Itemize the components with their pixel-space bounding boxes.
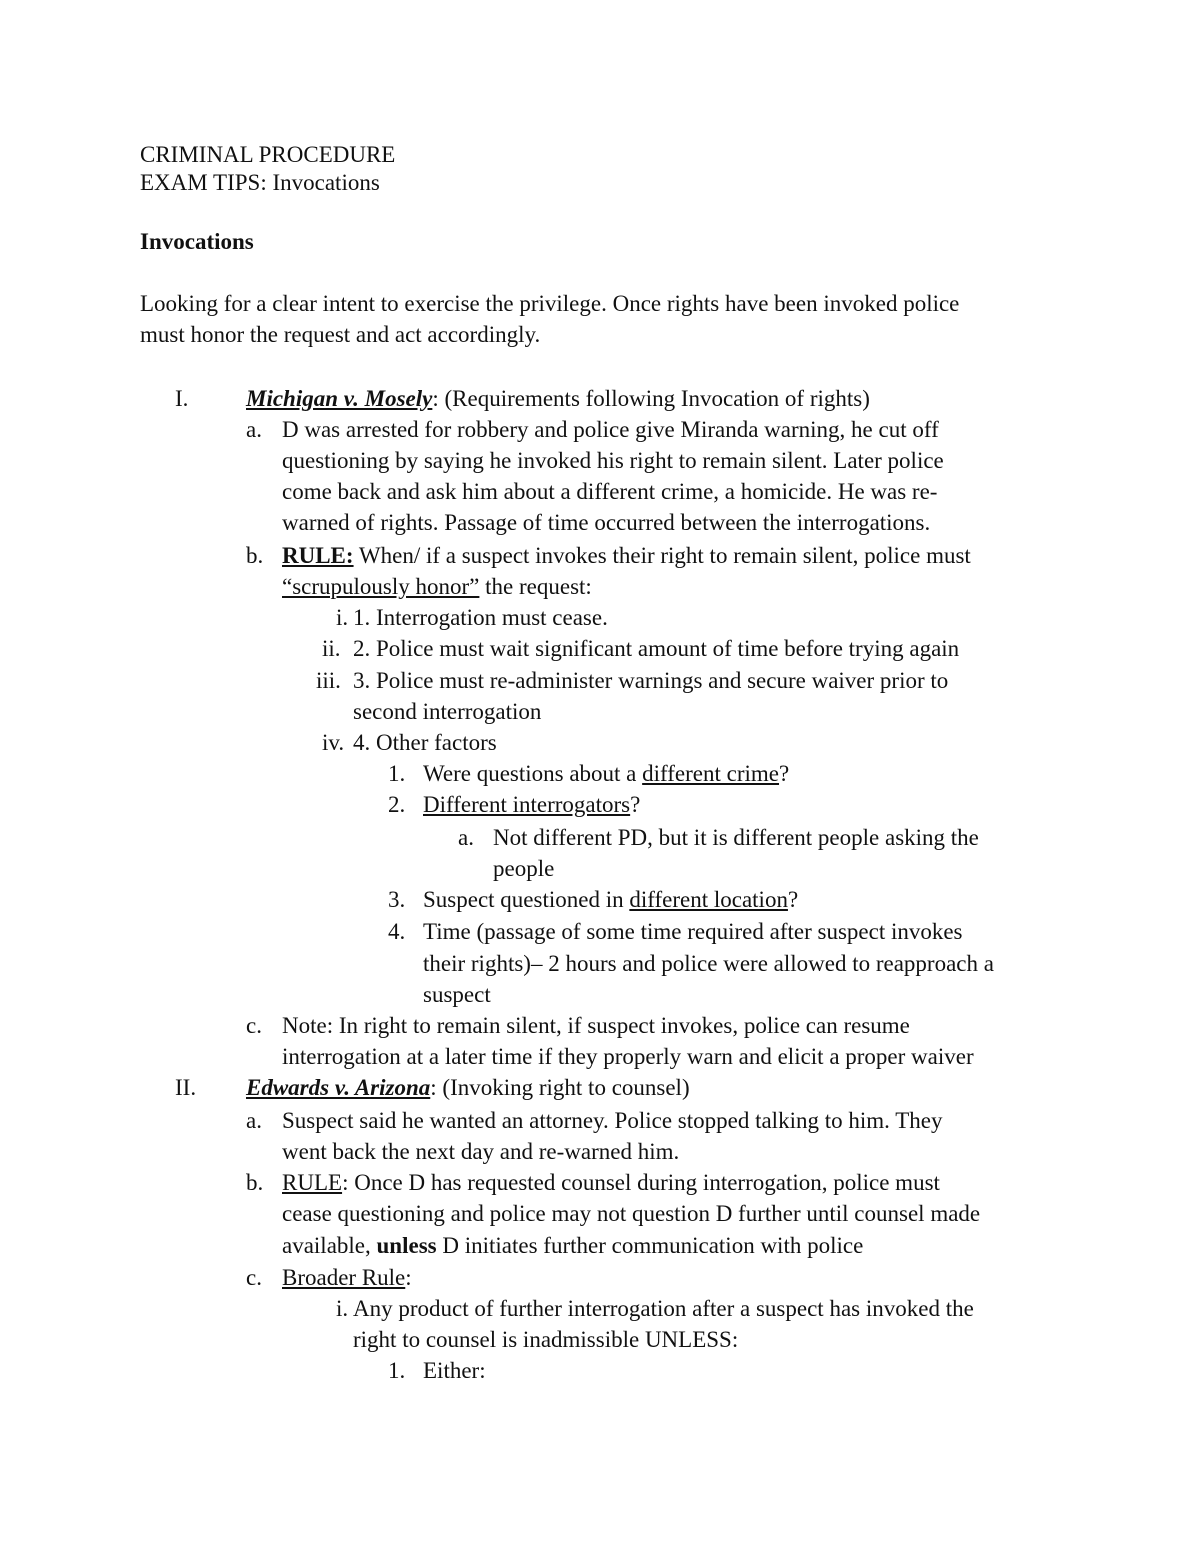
requirement-3-line-1: 3. Police must re-administer warnings and secure waiver prior to [353,668,949,693]
rule-line-2 [282,571,592,602]
list-marker: i. [336,1296,349,1321]
list-marker: 3. [388,887,406,912]
broader-rule-line-1: Any product of further interrogation after a suspect has invoked the [353,1296,974,1321]
list-marker: ii. [322,636,341,661]
facts-line-3: come back and ask him about a different crime, a homicide. He was re- [282,479,938,504]
rule-line-1 [282,540,971,571]
factor-underlined: Different interrogators [423,792,631,817]
rule-label: RULE [282,1170,343,1195]
broader-rule-heading [282,1262,412,1293]
case-description: : (Requirements following Invocation of rights) [432,386,870,411]
factor-text: Suspect questioned in [423,887,630,912]
factor-2-note-line-2: people [493,856,555,881]
list-marker: iv. [322,730,345,755]
facts-line-2: questioning by saying he invoked his right to remain silent. Later police [282,448,944,473]
note-line-1: Note: In right to remain silent, if suspect invokes, police can resume [282,1013,910,1038]
list-marker: i. [336,605,349,630]
factor-underlined: different location [629,887,788,912]
factor-4-line-1: Time (passage of some time required after suspect invokes [423,919,963,944]
rule-line-1 [282,1167,940,1198]
rule-text: : Once D has requested counsel during interrogation, police must [342,1170,940,1195]
factor-text: Were questions about a [423,761,643,786]
list-marker: c. [246,1013,262,1038]
factor-4-line-3: suspect [423,982,491,1007]
rule-line-2: cease questioning and police may not question D further until counsel made [282,1201,981,1226]
list-marker: b. [246,543,264,568]
facts-line-1: D was arrested for robbery and police give Miranda warning, he cut off [282,417,939,442]
requirement-3-line-2: second interrogation [353,699,542,724]
rule-text: the request: [479,574,592,599]
section-heading: Invocations [140,229,254,254]
rule-text: When/ if a suspect invokes their right to remain silent, police must [353,543,971,568]
roman-numeral-2: II. [175,1075,197,1100]
intro-line-1: Looking for a clear intent to exercise the privilege. Once rights have been invoked police [140,291,960,316]
intro-line-2: must honor the request and act accordingly. [140,322,541,347]
list-marker: a. [458,825,474,850]
rule-text: available, [282,1233,377,1258]
case-name-mosely: Michigan v. Mosely [246,386,433,411]
either-item: Either: [423,1358,486,1383]
factor-2-note-line-1: Not different PD, but it is different people asking the [493,825,979,850]
requirement-2: 2. Police must wait significant amount of time before trying again [353,636,960,661]
broader-rule-line-2: right to counsel is inadmissible UNLESS: [353,1327,739,1352]
list-marker: b. [246,1170,264,1195]
note-line-2: interrogation at a later time if they properly warn and elicit a proper waiver [282,1044,974,1069]
factor-underlined: different crime [642,761,780,786]
rule-text: D initiates further communication with police [436,1233,864,1258]
case-heading-edwards [246,1072,690,1103]
list-marker: 4. [388,919,406,944]
factor-4-line-2: their rights)– 2 hours and police were allowed to reapproach a [423,951,994,976]
factor-text: ? [630,792,641,817]
case-heading-mosely [246,383,870,414]
list-marker: c. [246,1265,262,1290]
requirement-4: 4. Other factors [353,730,497,755]
rule-text: : [405,1265,412,1290]
facts-line-1: Suspect said he wanted an attorney. Police stopped talking to him. They [282,1108,943,1133]
scrupulously-honor-phrase: “scrupulously honor” [282,574,480,599]
list-marker: 2. [388,792,406,817]
list-marker: 1. [388,1358,406,1383]
facts-line-2: went back the next day and re-warned him. [282,1139,680,1164]
factor-3 [423,884,798,915]
case-name-edwards: Edwards v. Arizona [246,1075,431,1100]
facts-line-4: warned of rights. Passage of time occurred between the interrogations. [282,510,931,535]
roman-numeral-1: I. [175,386,189,411]
factor-1 [423,758,789,789]
list-marker: iii. [316,668,341,693]
document-subtitle: EXAM TIPS: Invocations [140,170,380,195]
list-marker: a. [246,1108,262,1133]
factor-text: ? [779,761,790,786]
list-marker: a. [246,417,262,442]
course-title: CRIMINAL PROCEDURE [140,142,396,167]
rule-label: RULE: [282,543,354,568]
factor-2 [423,789,640,820]
list-marker: 1. [388,761,406,786]
factor-text: ? [787,887,799,912]
rule-line-3 [282,1230,863,1261]
requirement-1: 1. Interrogation must cease. [353,605,608,630]
case-description: : (Invoking right to counsel) [430,1075,690,1100]
unless-emphasis: unless [376,1233,437,1258]
broader-rule-label: Broader Rule [282,1265,406,1290]
